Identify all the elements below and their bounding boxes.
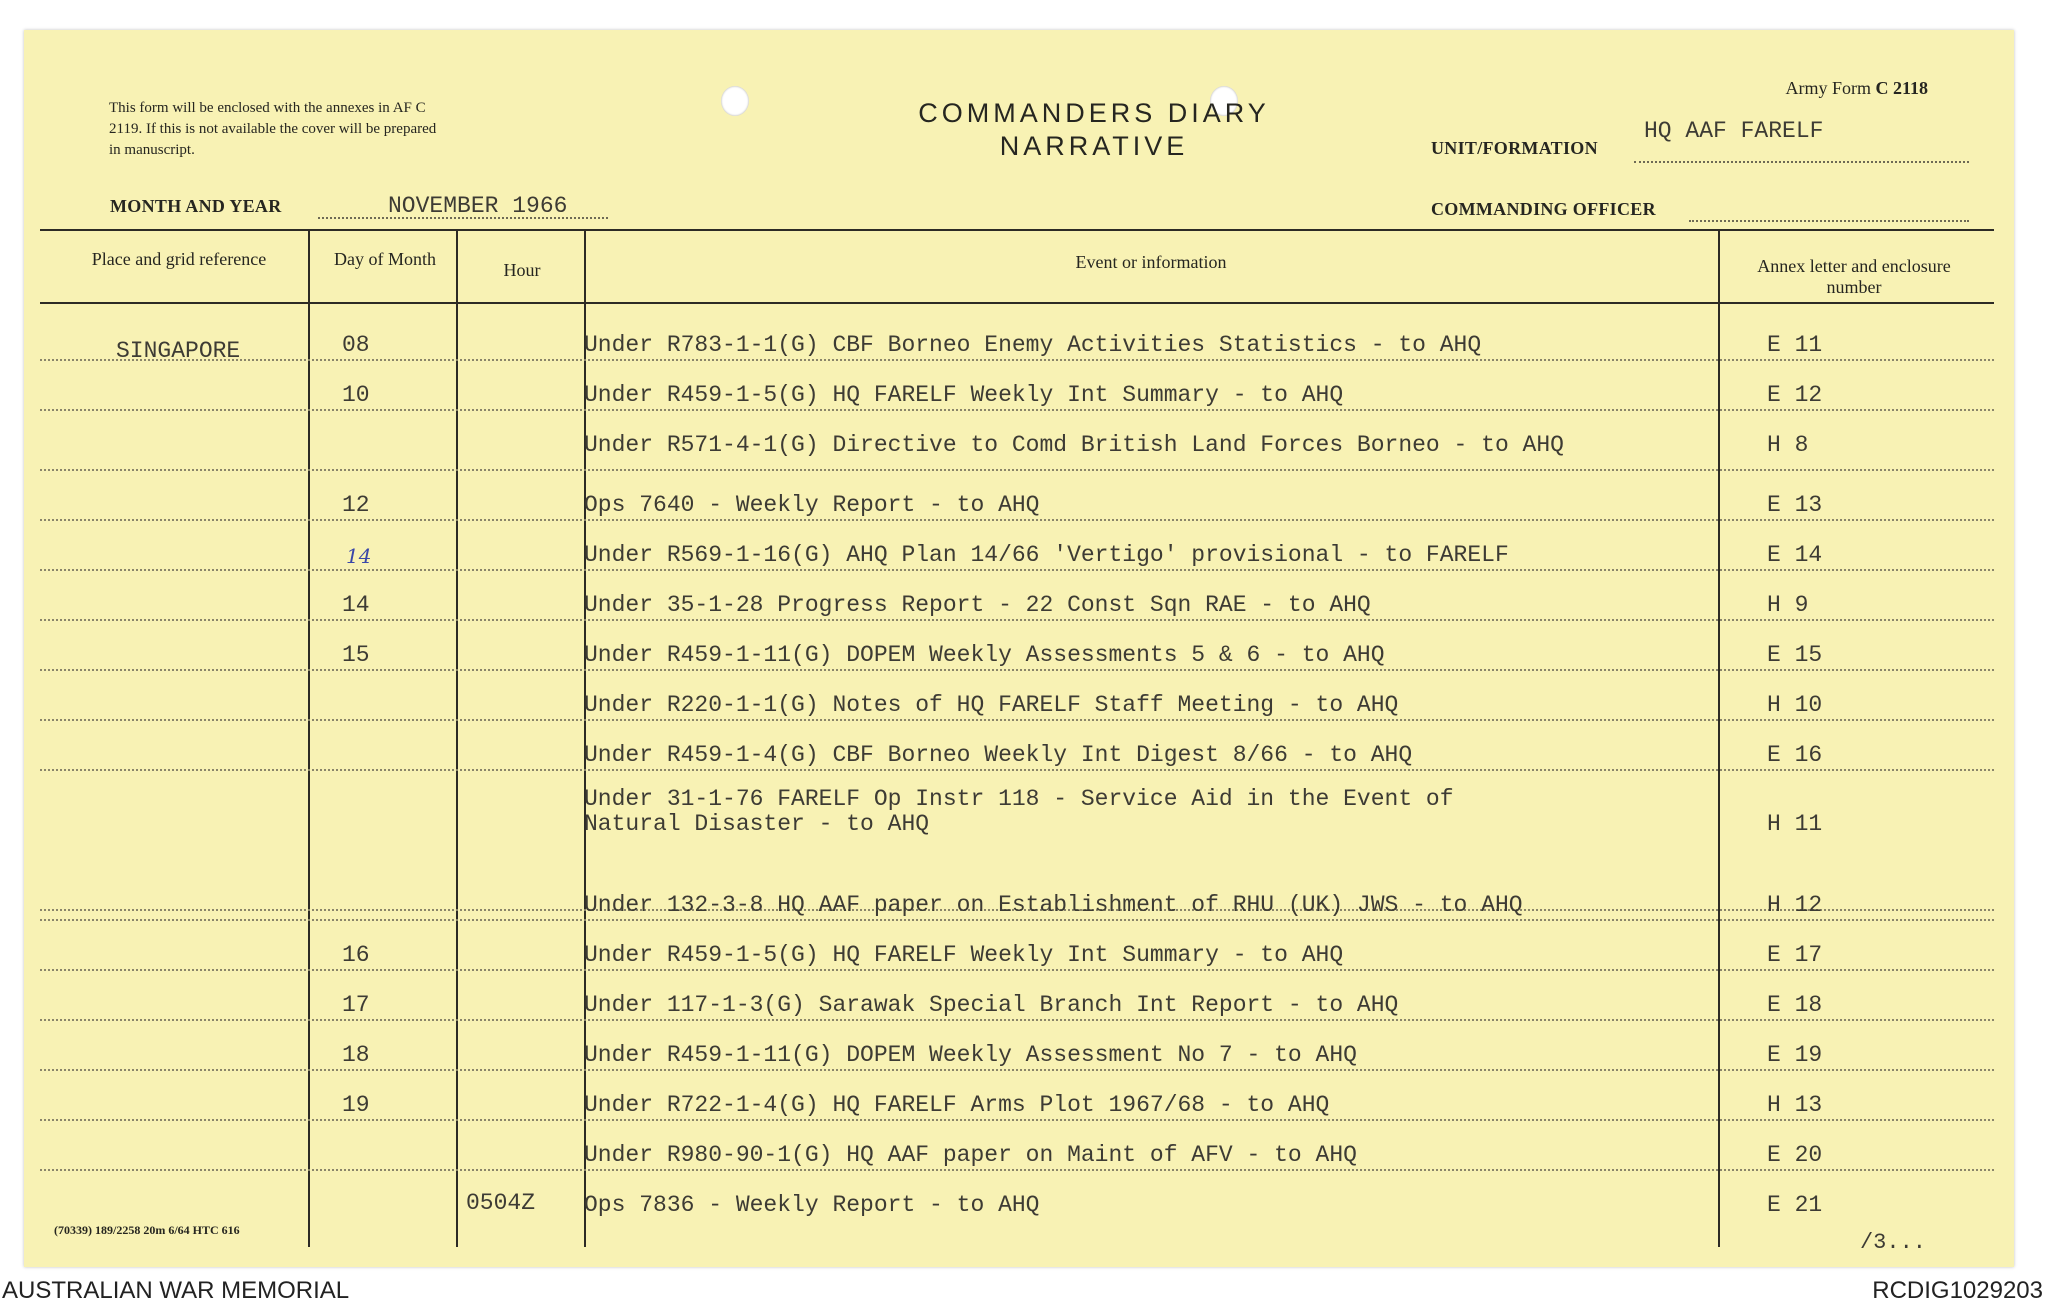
row-divider: [40, 669, 1994, 671]
entry-annex: H 8: [1767, 432, 1809, 458]
entry-event: Under 35-1-28 Progress Report - 22 Const Sqn RAE - to AHQ: [584, 592, 1371, 618]
table-top-rule: [40, 229, 1994, 231]
entry-event: Under R459-1-11(G) DOPEM Weekly Assessment No 7 - to AHQ: [584, 1042, 1357, 1068]
form-title: COMMANDERS DIARY: [918, 98, 1270, 128]
row-divider: [40, 719, 1994, 721]
row-divider: [40, 519, 1994, 521]
column-header-day: Day of Month: [334, 249, 436, 269]
entry-annex: E 18: [1767, 992, 1823, 1018]
entry-annex: E 19: [1767, 1042, 1823, 1068]
entry-day: 15: [342, 642, 370, 668]
punch-hole: [721, 86, 749, 116]
unit-value: HQ AAF FARELF: [1644, 118, 1824, 144]
entry-day: 17: [342, 992, 370, 1018]
entry-day: 10: [342, 382, 370, 408]
entry-annex: H 9: [1767, 592, 1809, 618]
row-divider: [40, 1019, 1994, 1021]
row-divider: [40, 969, 1994, 971]
row-divider: [40, 769, 1994, 771]
entry-event: Under 132-3-8 HQ AAF paper on Establishment of RHU (UK) JWS - to AHQ: [584, 892, 1523, 918]
entry-event: Under R569-1-16(G) AHQ Plan 14/66 'Vertigo' provisional - to FARELF: [584, 542, 1509, 568]
entry-day: 08: [342, 332, 370, 358]
entry-event: Under R459-1-4(G) CBF Borneo Weekly Int Digest 8/66 - to AHQ: [584, 742, 1413, 768]
entry-event: Under R722-1-4(G) HQ FARELF Arms Plot 1967/68 - to AHQ: [584, 1092, 1330, 1118]
entry-event: Under 117-1-3(G) Sarawak Special Branch Int Report - to AHQ: [584, 992, 1399, 1018]
row-divider: [40, 1169, 1994, 1171]
entry-annex: E 21: [1767, 1192, 1823, 1218]
army-form-code: C 2118: [1875, 78, 1928, 98]
row-divider: [40, 919, 1994, 921]
entry-annex: H 13: [1767, 1092, 1823, 1118]
enclosure-note: This form will be enclosed with the annexes in AF C 2119. If this is not available the cover will be prepared in manuscript.: [109, 100, 437, 158]
archive-reference: RCDIG1029203: [1872, 1277, 2043, 1304]
entry-event-continuation: Natural Disaster - to AHQ: [584, 811, 930, 837]
column-header-hour: Hour: [503, 260, 541, 280]
entry-event: Under R783-1-1(G) CBF Borneo Enemy Activities Statistics - to AHQ: [584, 332, 1482, 358]
column-divider: [456, 229, 458, 1247]
unit-label: UNIT/FORMATION: [1431, 138, 1598, 158]
entry-event: Under R459-1-5(G) HQ FARELF Weekly Int Summary - to AHQ: [584, 942, 1344, 968]
entry-event: Under R459-1-5(G) HQ FARELF Weekly Int Summary - to AHQ: [584, 382, 1344, 408]
print-code: (70339) 189/2258 20m 6/64 HTC 616: [54, 1223, 240, 1237]
entry-annex: E 13: [1767, 492, 1823, 518]
entry-day: 14: [342, 592, 370, 618]
row-divider: [40, 1119, 1994, 1121]
column-divider: [308, 229, 310, 1247]
entry-annex: H 12: [1767, 892, 1823, 918]
column-divider: [1718, 229, 1720, 1247]
entry-day: 16: [342, 942, 370, 968]
page-continuation: /3...: [1859, 1230, 1926, 1255]
entry-event: Ops 7836 - Weekly Report - to AHQ: [584, 1192, 1040, 1218]
entry-annex: E 16: [1767, 742, 1823, 768]
column-header-event: Event or information: [1075, 252, 1227, 272]
entry-annex: E 15: [1767, 642, 1823, 668]
entry-annex: E 14: [1767, 542, 1823, 568]
entry-hour: 0504Z: [466, 1190, 536, 1216]
entry-day: 12: [342, 492, 370, 518]
entry-place: SINGAPORE: [116, 338, 241, 364]
table-header-rule: [40, 302, 1994, 304]
entry-event: Under 31-1-76 FARELF Op Instr 118 - Service Aid in the Event of: [584, 786, 1454, 812]
entry-event: Ops 7640 - Weekly Report - to AHQ: [584, 492, 1040, 518]
army-form-number: [1785, 78, 1928, 99]
entry-annex: H 11: [1767, 811, 1823, 837]
form-subtitle: NARRATIVE: [999, 131, 1189, 161]
row-divider: [40, 469, 1994, 471]
entry-event: Under R459-1-11(G) DOPEM Weekly Assessments 5 & 6 - to AHQ: [584, 642, 1385, 668]
entry-annex: E 17: [1767, 942, 1823, 968]
entry-annex: H 10: [1767, 692, 1823, 718]
entry-day: 19: [342, 1092, 370, 1118]
entry-day: 18: [342, 1042, 370, 1068]
row-divider: [40, 569, 1994, 571]
entry-annex: E 11: [1767, 332, 1823, 358]
unit-line: [1634, 161, 1969, 163]
archive-credit: AUSTRALIAN WAR MEMORIAL: [2, 1277, 350, 1304]
column-header-place: Place and grid reference: [91, 249, 267, 269]
entry-annex: E 12: [1767, 382, 1823, 408]
row-divider: [40, 359, 1994, 361]
month-year-value: NOVEMBER 1966: [388, 193, 568, 219]
diary-sheet: [24, 30, 2014, 1267]
commanding-officer-label: COMMANDING OFFICER: [1431, 199, 1656, 219]
row-divider: [40, 409, 1994, 411]
row-divider: [40, 619, 1994, 621]
commanding-officer-line: [1689, 220, 1969, 222]
row-divider: [40, 1069, 1994, 1071]
army-form-label: Army Form: [1785, 78, 1871, 98]
entry-annex: E 20: [1767, 1142, 1823, 1168]
entry-event: Under R571-4-1(G) Directive to Comd British Land Forces Borneo - to AHQ: [584, 432, 1564, 458]
entry-event: Under R220-1-1(G) Notes of HQ FARELF Staff Meeting - to AHQ: [584, 692, 1399, 718]
entry-event: Under R980-90-1(G) HQ AAF paper on Maint of AFV - to AHQ: [584, 1142, 1357, 1168]
month-year-label: MONTH AND YEAR: [110, 196, 282, 216]
column-header-annex: Annex letter and enclosure number: [1757, 256, 1951, 297]
entry-day-handwritten: 14: [346, 544, 372, 568]
